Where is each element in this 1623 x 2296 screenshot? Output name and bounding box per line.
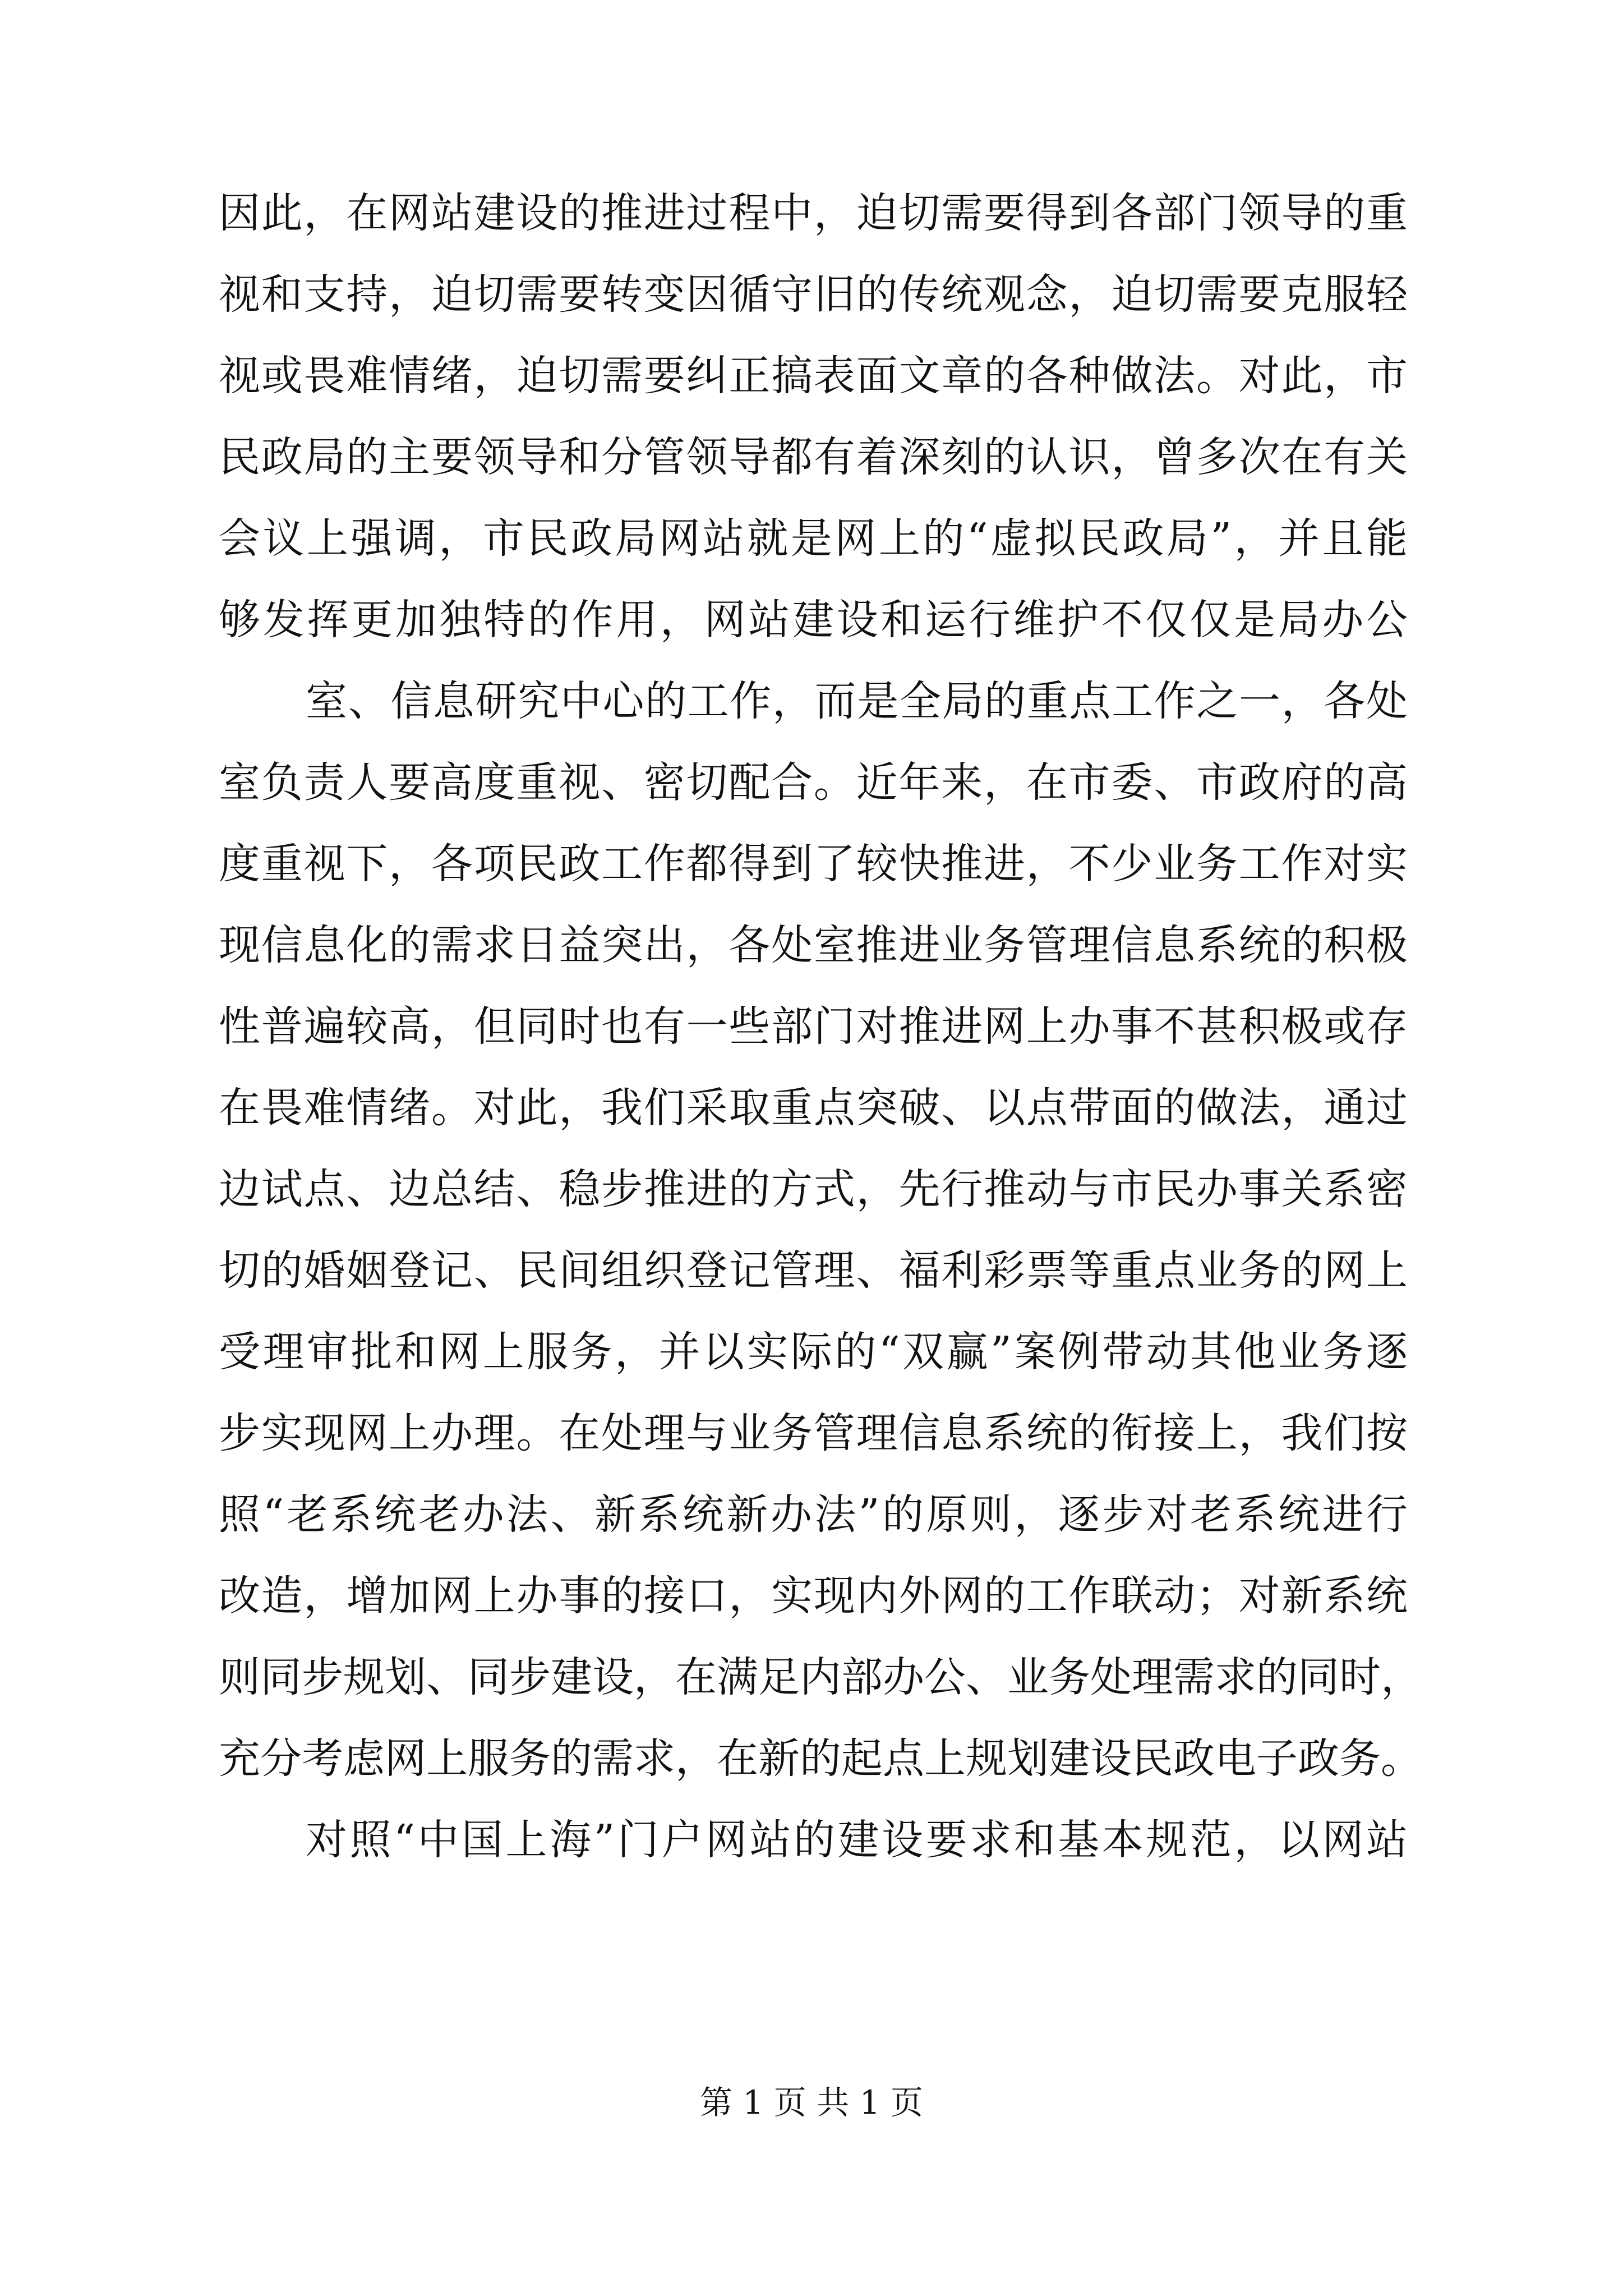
text-line: 对照“中国上海”门户网站的建设要求和基本规范，以网站 (306, 1816, 1408, 1864)
text-line: 切的婚姻登记、民间组织登记管理、福利彩票等重点业务的网上 (219, 1246, 1408, 1295)
page-footer: 第 1 页 共 1 页 (700, 2083, 923, 2122)
text-line: 会议上强调，市民政局网站就是网上的“虚拟民政局”，并且能 (219, 514, 1408, 563)
text-line: 室、信息研究中心的工作，而是全局的重点工作之一，各处 (306, 677, 1408, 725)
text-line: 性普遍较高，但同时也有一些部门对推进网上办事不甚积极或存 (219, 1002, 1408, 1051)
text-line: 照“老系统老办法、新系统新办法”的原则，逐步对老系统进行 (219, 1490, 1408, 1539)
text-line: 步实现网上办理。在处理与业务管理信息系统的衔接上，我们按 (219, 1409, 1408, 1457)
text-line: 充分考虑网上服务的需求，在新的起点上规划建设民政电子政务。 (219, 1734, 1422, 1783)
text-line: 民政局的主要领导和分管领导都有着深刻的认识，曾多次在有关 (219, 433, 1408, 481)
text-line: 现信息化的需求日益突出，各处室推进业务管理信息系统的积极 (219, 921, 1408, 969)
text-line: 因此，在网站建设的推进过程中，迫切需要得到各部门领导的重 (219, 189, 1408, 237)
text-line: 室负责人要高度重视、密切配合。近年来，在市委、市政府的高 (219, 758, 1408, 807)
text-line: 受理审批和网上服务，并以实际的“双赢”案例带动其他业务逐 (219, 1328, 1408, 1376)
text-line: 度重视下，各项民政工作都得到了较快推进，不少业务工作对实 (219, 840, 1408, 888)
text-line: 改造，增加网上办事的接口，实现内外网的工作联动；对新系统 (219, 1572, 1408, 1620)
text-line: 则同步规划、同步建设，在满足内部办公、业务处理需求的同时， (219, 1653, 1422, 1701)
text-line: 视或畏难情绪，迫切需要纠正搞表面文章的各种做法。对此，市 (219, 352, 1408, 400)
text-line: 在畏难情绪。对此，我们采取重点突破、以点带面的做法，通过 (219, 1084, 1408, 1132)
text-line: 边试点、边总结、稳步推进的方式，先行推动与市民办事关系密 (219, 1165, 1408, 1213)
text-line: 视和支持，迫切需要转变因循守旧的传统观念，迫切需要克服轻 (219, 270, 1408, 319)
text-line: 够发挥更加独特的作用，网站建设和运行维护不仅仅是局办公 (219, 596, 1408, 644)
